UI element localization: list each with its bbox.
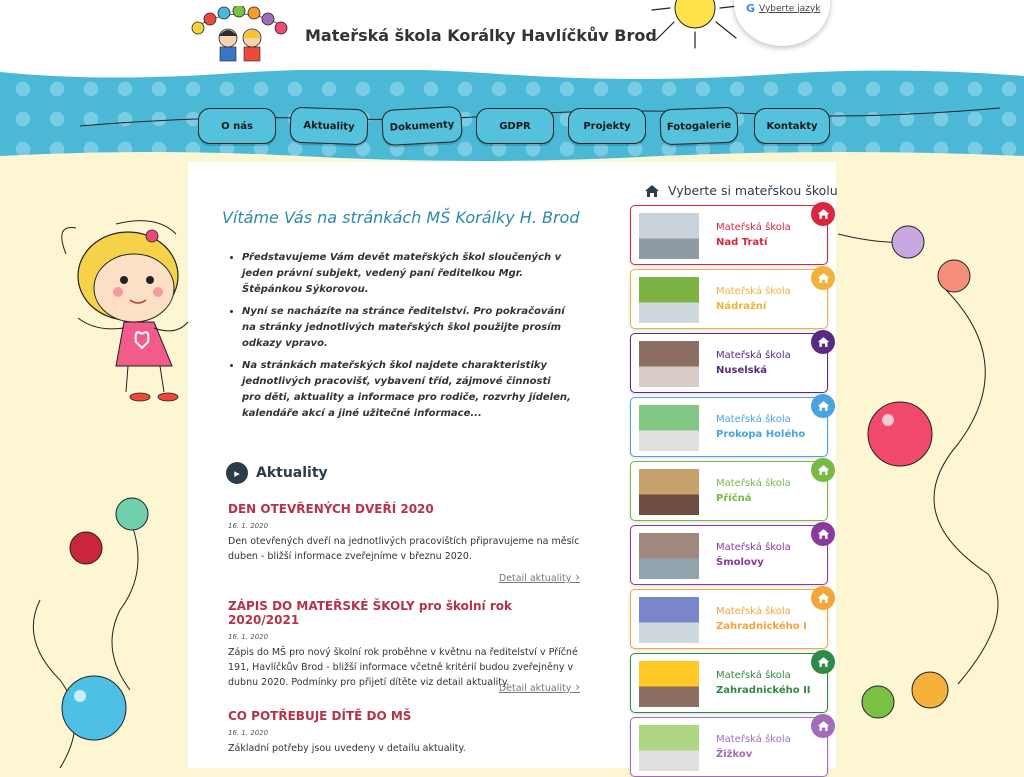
school-prefix: Mateřská škola bbox=[716, 670, 791, 681]
school-name[interactable]: Prokopa Holého bbox=[716, 429, 806, 440]
balloon-decoration-right bbox=[838, 214, 1024, 768]
welcome-heading: Vítáme Vás na stránkách MŠ Korálky H. Brod bbox=[222, 208, 580, 227]
school-card[interactable] bbox=[630, 397, 828, 457]
school-photo[interactable] bbox=[639, 469, 699, 515]
school-name[interactable]: Nad Tratí bbox=[716, 237, 768, 248]
article-date: 16. 1. 2020 bbox=[228, 729, 269, 737]
home-icon[interactable] bbox=[811, 394, 835, 418]
home-icon[interactable] bbox=[811, 650, 835, 674]
news-heading-label: Aktuality bbox=[256, 465, 328, 481]
site-title[interactable]: Mateřská škola Korálky Havlíčkův Brod bbox=[305, 26, 657, 45]
sun-decoration bbox=[650, 0, 740, 50]
article-text: Zápis do MŠ pro nový školní rok proběhne v květnu na ředitelství v Příčné 191, Havlíčkův Brod - bližší informace včetně kritérií budou zveřejněny v dubnu 2020. Podmínky pro přijetí dítěte viz detail aktuality. bbox=[228, 647, 578, 688]
school-card[interactable] bbox=[630, 589, 828, 649]
school-photo[interactable] bbox=[639, 277, 699, 323]
school-name[interactable]: Zahradnického II bbox=[716, 685, 811, 696]
nav-o-nas[interactable]: O nás bbox=[198, 108, 276, 144]
news-article bbox=[228, 709, 586, 764]
school-selector-heading-label: Vyberte si mateřskou školu bbox=[668, 183, 838, 198]
school-photo[interactable] bbox=[639, 725, 699, 771]
school-prefix: Mateřská škola bbox=[716, 414, 791, 425]
school-card[interactable] bbox=[630, 717, 828, 777]
article-text: Základní potřeby jsou uvedeny v detailu aktuality. bbox=[228, 743, 466, 754]
school-card[interactable] bbox=[630, 269, 828, 329]
school-selector-heading bbox=[644, 183, 838, 198]
article-date: 16. 1. 2020 bbox=[228, 522, 269, 530]
article-title[interactable]: CO POTŘEBUJE DÍTĚ DO MŠ bbox=[228, 709, 412, 723]
school-photo[interactable] bbox=[639, 661, 699, 707]
intro-text bbox=[232, 250, 572, 428]
article-detail-link[interactable]: Detail aktuality › bbox=[499, 570, 580, 584]
home-icon[interactable] bbox=[811, 330, 835, 354]
news-article bbox=[228, 502, 586, 582]
school-name[interactable]: Šmolovy bbox=[716, 557, 764, 568]
school-photo[interactable] bbox=[639, 213, 699, 259]
nav-projekty[interactable]: Projekty bbox=[568, 108, 646, 144]
article-title[interactable]: DEN OTEVŘENÝCH DVEŘÍ 2020 bbox=[228, 502, 434, 516]
school-card[interactable] bbox=[630, 333, 828, 393]
intro-paragraph: • Nyní se nacházíte na stránce ředitelství. Pro pokračování na stránky jednotlivých mateřských škol použijte prosím odkazy vpravo. bbox=[242, 304, 572, 352]
school-card[interactable] bbox=[630, 461, 828, 521]
nav-dokumenty[interactable]: Dokumenty bbox=[381, 106, 463, 146]
school-prefix: Mateřská škola bbox=[716, 478, 791, 489]
school-name[interactable]: Nádražní bbox=[716, 301, 767, 312]
school-prefix: Mateřská škola bbox=[716, 542, 791, 553]
language-selector-content[interactable] bbox=[746, 2, 820, 15]
school-card[interactable] bbox=[630, 653, 828, 713]
news-article bbox=[228, 599, 586, 694]
home-icon bbox=[644, 184, 660, 198]
google-g-icon: G bbox=[746, 2, 756, 15]
article-text: Den otevřených dveří na jednotlivých pracovištích připravujeme na měsíc duben - bližší informace zveřejníme v březnu 2020. bbox=[228, 536, 580, 562]
home-icon[interactable] bbox=[811, 266, 835, 290]
home-icon[interactable] bbox=[811, 714, 835, 738]
school-card[interactable] bbox=[630, 525, 828, 585]
school-photo[interactable] bbox=[639, 597, 699, 643]
school-prefix: Mateřská škola bbox=[716, 606, 791, 617]
school-prefix: Mateřská škola bbox=[716, 286, 791, 297]
school-photo[interactable] bbox=[639, 341, 699, 387]
school-name[interactable]: Žižkov bbox=[716, 749, 753, 760]
school-photo[interactable] bbox=[639, 405, 699, 451]
balloon-decoration-left bbox=[0, 490, 188, 768]
home-icon[interactable] bbox=[811, 586, 835, 610]
article-detail-link[interactable]: Detail aktuality › bbox=[499, 680, 580, 694]
nav-aktuality[interactable]: Aktuality bbox=[289, 107, 368, 146]
megaphone-icon: ▸ bbox=[226, 462, 248, 484]
article-date: 16. 1. 2020 bbox=[228, 633, 269, 641]
nav-kontakty[interactable]: Kontakty bbox=[754, 108, 830, 144]
school-card[interactable] bbox=[630, 205, 828, 265]
language-label: Vyberte jazyk bbox=[759, 3, 821, 14]
school-prefix: Mateřská škola bbox=[716, 222, 791, 233]
school-name[interactable]: Příčná bbox=[716, 493, 752, 504]
school-photo[interactable] bbox=[639, 533, 699, 579]
school-prefix: Mateřská škola bbox=[716, 734, 791, 745]
intro-paragraph: • Na stránkách mateřských škol najdete charakteristiky jednotlivých pracovišť, vybavení tříd, zájmové činnosti pro děti, aktuality a informace pro rodiče, rozvrhy jídelen, kalendáře akcí a jiné užitečné informace... bbox=[242, 358, 572, 422]
band-top-wave bbox=[0, 62, 1024, 88]
school-prefix: Mateřská škola bbox=[716, 350, 791, 361]
intro-paragraph: • Představujeme Vám devět mateřských škol sloučených v jeden právní subjekt, vedený paní ředitelkou Mgr. Štěpánkou Sýkorovou. bbox=[242, 250, 572, 298]
article-title[interactable]: ZÁPIS DO MATEŘSKÉ ŠKOLY pro školní rok 2020/2021 bbox=[228, 599, 512, 627]
home-icon[interactable] bbox=[811, 458, 835, 482]
nav-gdpr[interactable]: GDPR bbox=[476, 108, 554, 144]
news-heading bbox=[226, 462, 328, 484]
home-icon[interactable] bbox=[811, 522, 835, 546]
nav-fotogalerie[interactable]: Fotogalerie bbox=[659, 107, 738, 146]
school-name[interactable]: Nuselská bbox=[716, 365, 768, 376]
school-name[interactable]: Zahradnického I bbox=[716, 621, 807, 632]
girl-illustration bbox=[56, 214, 190, 410]
home-icon[interactable] bbox=[811, 202, 835, 226]
